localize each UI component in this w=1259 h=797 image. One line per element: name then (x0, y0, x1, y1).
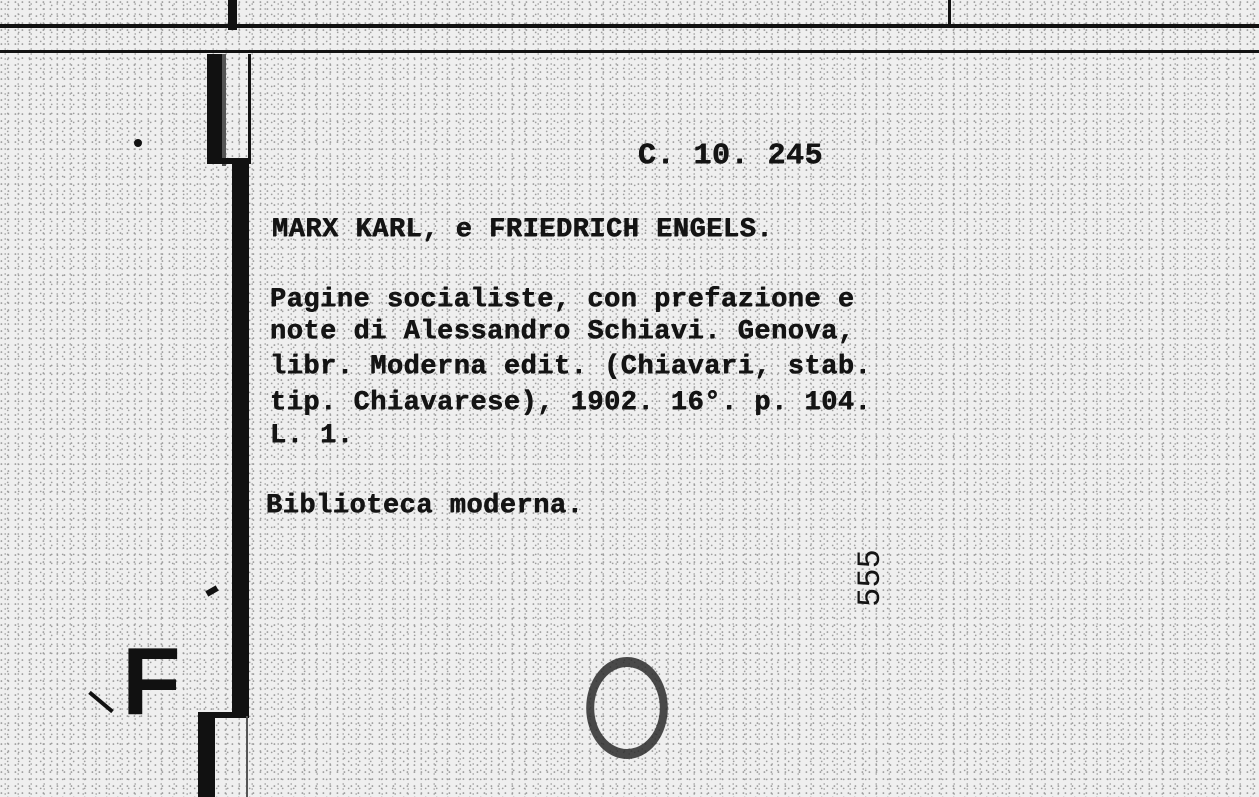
description-line-5: L. 1. (270, 421, 354, 451)
top-border-line (0, 24, 1259, 28)
dot-mark (134, 139, 142, 147)
top-border-line-lower (0, 50, 1259, 53)
description-line-1: Pagine socialiste, con prefazione e (270, 285, 855, 315)
drawer-letter: F (122, 628, 181, 735)
rod-hole (586, 657, 668, 759)
series-note: Biblioteca moderna. (266, 491, 584, 521)
card-edge-notch (222, 54, 226, 166)
card-edge-right (248, 54, 251, 164)
card-edge-lower-thin (246, 716, 248, 797)
top-right-divider (948, 0, 951, 28)
card-edge-lower (198, 712, 215, 797)
call-number: C. 10. 245 (638, 139, 824, 173)
description-line-4: tip. Chiavarese), 1902. 16°. p. 104. (270, 388, 872, 418)
card-edge-step (207, 158, 249, 164)
top-left-divider (228, 0, 237, 30)
description-line-2: note di Alessandro Schiavi. Genova, (270, 317, 855, 347)
author-heading: MARX KARL, e FRIEDRICH ENGELS. (272, 215, 774, 245)
description-line-3: libr. Moderna edit. (Chiavari, stab. (270, 352, 872, 382)
side-number: 555 (852, 549, 889, 607)
card-edge-main (232, 162, 249, 718)
